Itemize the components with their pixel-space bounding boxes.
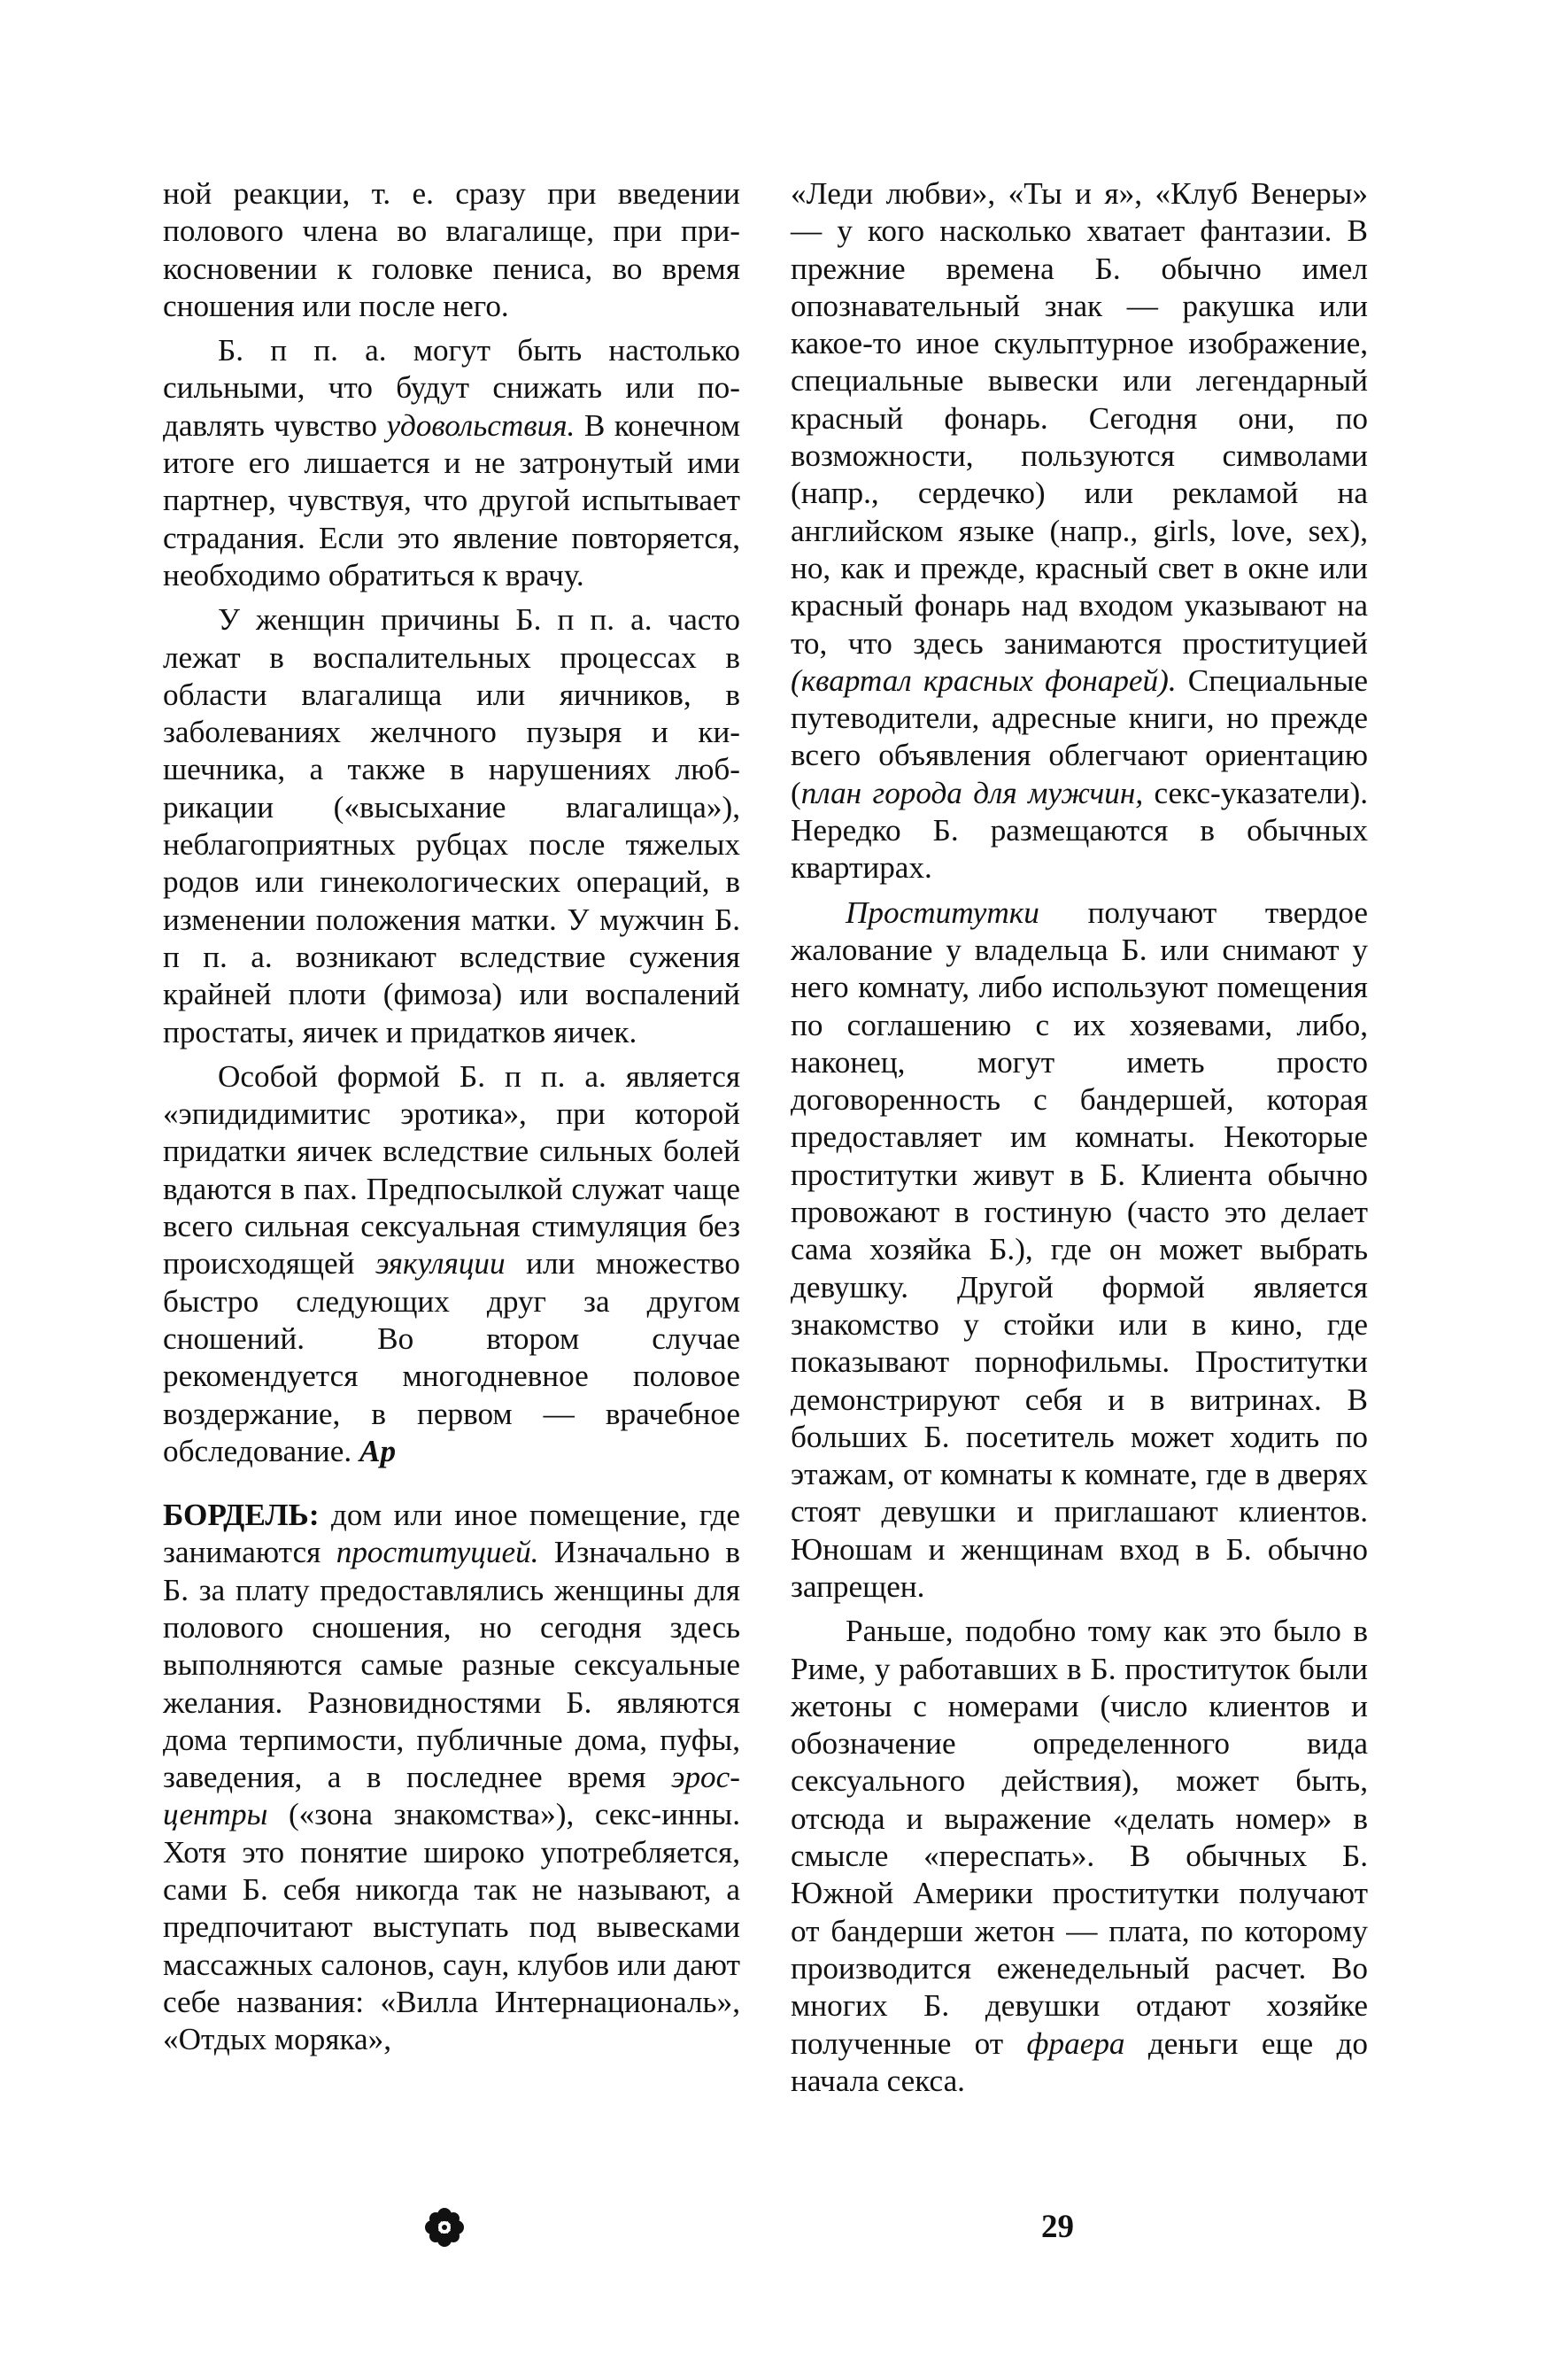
cross-reference: фраера [1026, 2025, 1125, 2061]
text: ной реакции, т. е. сразу при введении полового члена во влагалище, при прикосновении к головке пениса, во время сношения или после него. [163, 176, 740, 323]
text: У женщин причины Б. п п. а. часто лежат в воспалительных процессах в области влагалища или яичников, в заболеваниях желчного пузыря и кишечника, а также в нарушениях любрикации («высыхание влагалища»), неблагоприятных рубцах после тяжелых родов или гинекологических операций, в изменении положения матки. У мужчин Б. п п. а. возникают вследствие сужения крайней плоти (фимоза) или воспалений простаты, яичек и придатков яичек. [163, 602, 740, 1049]
cross-reference: план города для мужчин, [800, 775, 1144, 810]
right-column [791, 175, 1368, 2100]
entry-term: БОРДЕЛЬ: [163, 1498, 320, 1533]
left-column [163, 175, 740, 2059]
cross-reference: (квартал красных фонарей). [791, 662, 1177, 698]
text: дом или иное помещение, где занимаются [163, 1498, 740, 1570]
cross-reference: Проститутки [846, 894, 1039, 930]
cross-reference: эрос-центры [163, 1760, 740, 1832]
cross-reference: удовольствия. [386, 407, 575, 443]
text: В конечном итоге его лишается и не затронутый ими партнер, чувствуя, что другой испытывает страдания. Если это явление повторяется, необходимо обратиться к врачу. [163, 407, 740, 592]
paragraph [791, 1613, 1368, 2100]
paragraph [163, 1058, 740, 1470]
cross-reference: проституцией. [336, 1535, 539, 1570]
cross-reference: эякуляции [375, 1246, 506, 1282]
flower-ornament-icon [423, 2206, 466, 2249]
text: Б. п п. а. могут быть настолько сильными, что будут снижать или подавлять чувство [163, 333, 740, 443]
paragraph [163, 332, 740, 594]
page-footer [0, 2208, 1568, 2261]
text: Особой формой Б. п п. а. является «эпидидимитис эротика», при которой придатки яичек вследствие сильных болей вдаются в пах. Предпосылкой служат чаще всего сильная сексуальная стимуляция без происходящей [163, 1058, 740, 1282]
text: получают твердое жалование у владельца Б. или снимают у него комнату, либо используют помещения по соглашению с их хозяевами, либо, наконец, могут иметь просто договоренность с бандершей, которая предоставляет им комнаты. Некоторые проститутки живут в Б. Клиента обычно провожают в гостиную (часто это делает сама хозяйка Б.), где он может выбрать девушку. Другой формой является знакомство у стойки или в кино, где показывают порнофильмы. Проститутки демонстрируют себя и в витринах. В больших Б. посетитель может ходить по этажам, от комнаты к комнате, где в дверях стоят девушки и приглашают клиентов. Юношам и женщинам вход в Б. обычно запрещен. [791, 894, 1368, 1604]
paragraph [791, 894, 1368, 1607]
paragraph [163, 175, 740, 325]
author-initials: Ар [359, 1433, 397, 1468]
paragraph [791, 175, 1368, 887]
text: «Леди любви», «Ты и я», «Клуб Венеры» — у кого насколько хватает фантазии. В прежние времена Б. обычно имел опознавательный знак — ракушка или какое-то иное скульптурное изображение, специальные вывески или легендарный красный фонарь. Сегодня они, по возможности, пользуются символами (напр., сердечко) или рекламой на английском языке (напр., girls, love, sex), но, как и прежде, красный свет в окне или красный фонарь над входом указывают на то, что здесь занимаются проституцией [791, 176, 1368, 661]
page-number: 29 [1041, 2209, 1074, 2245]
text: Специальные путеводители, адресные книги, но прежде всего объявления облегчают ориентацию ( [791, 662, 1368, 810]
text: Изначально в Б. за плату предоставлялись женщины для полового сношения, но сегодня здесь выполняются самые разные сексуальные желания. Разновидностями Б. являются дома терпимости, публичные дома, пуфы, заведения, а в последнее время [163, 1535, 741, 1795]
text: Раньше, подобно тому как это было в Риме, у работавших в Б. проституток были жетоны с номерами (число клиентов и обозначение определенного вида сексуального действия), может быть, отсюда и выражение «делать номер» в смысле «переспать». В обычных Б. Южной Америки проститутки получают от бандерши жетон — плата, по которому производится еженeдельный расчет. Во многих Б. девушки отдают хозяйке полученные от [791, 1614, 1368, 2061]
text: деньги еще до начала секса. [791, 2025, 1368, 2098]
dictionary-entry [163, 1497, 740, 2058]
paragraph [163, 601, 740, 1051]
text: секс-указатели). Нередко Б. размещаются в обычных квартирах. [791, 775, 1368, 886]
text: или множество быстро следующих друг за другом сношений. Во втором случае рекомендуется многодневное половое воздержание, в первом — врачебное обследование. [163, 1246, 741, 1468]
text: («зона знакомства»), секс-инны. Хотя это понятие широко употребляется, сами Б. себя никогда так не называют, а предпочитают выступать под вывесками массажных салонов, саун, клубов или дают себе названия: «Вилла Интернациональ», «Отдых моряка», [163, 1797, 740, 2057]
